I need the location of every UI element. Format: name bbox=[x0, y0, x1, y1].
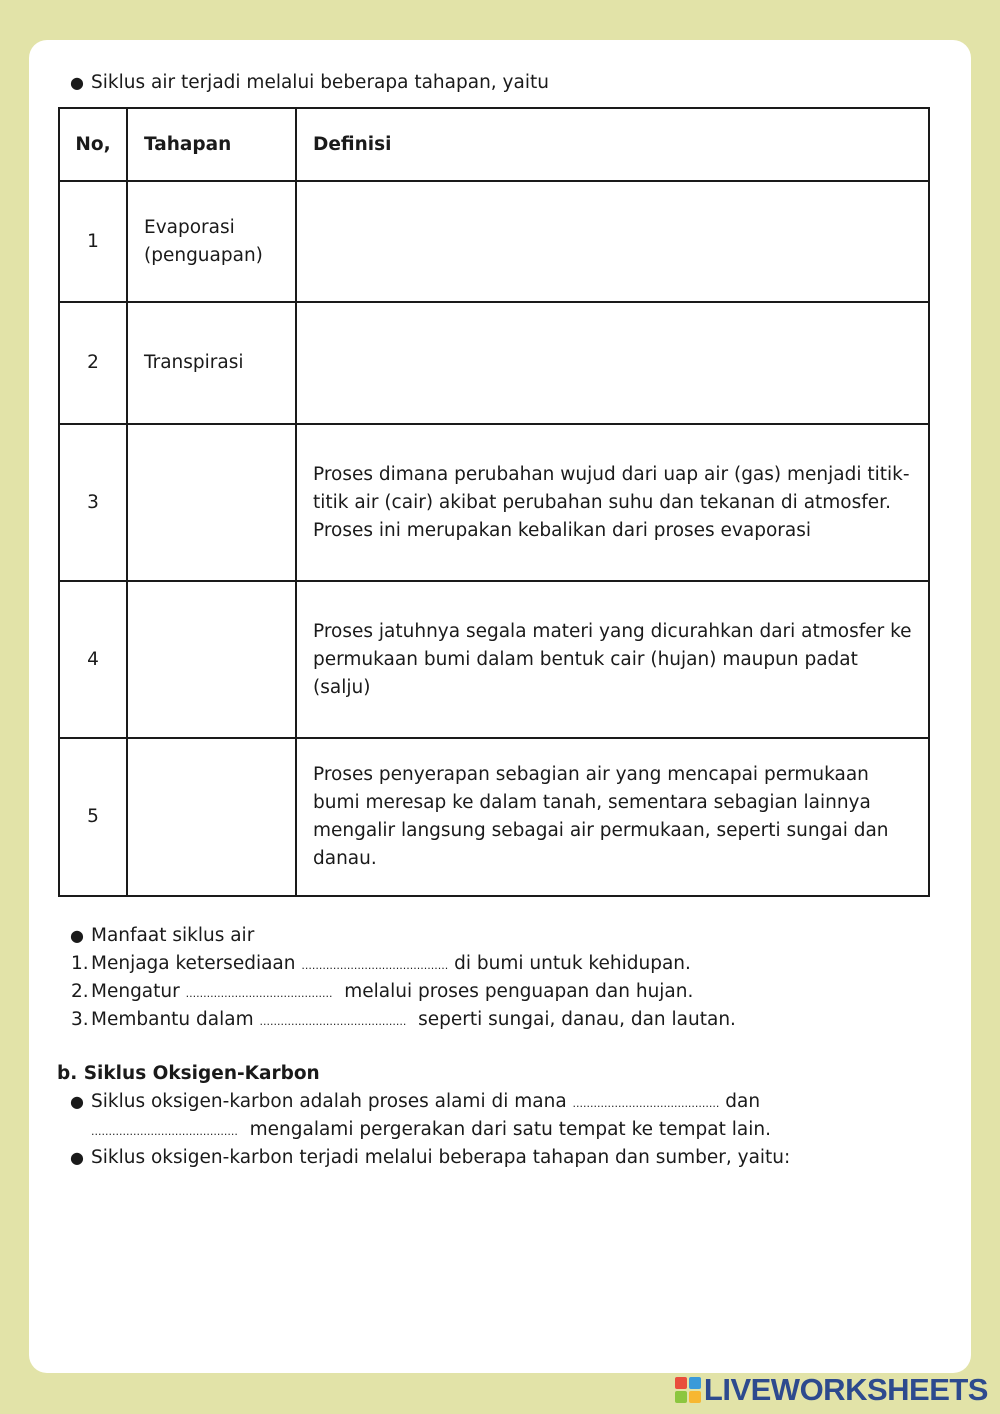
fill-blank[interactable]: .......................................... bbox=[572, 1097, 720, 1110]
bullet-icon: ● bbox=[70, 73, 84, 92]
definition-cell: Proses jatuhnya segala materi yang dicurahkan dari atmosfer ke permukaan bumi dalam bentuk cair (hujan) maupun padat (salju) bbox=[296, 581, 929, 738]
table-row bbox=[59, 424, 929, 581]
table-row bbox=[59, 302, 929, 424]
logo-grid-icon bbox=[675, 1377, 701, 1403]
row-number: 1 bbox=[59, 181, 127, 302]
table-row bbox=[59, 581, 929, 738]
row-number: 5 bbox=[59, 738, 127, 896]
stage-cell: Evaporasi (penguapan) bbox=[127, 181, 296, 302]
stage-cell[interactable] bbox=[127, 738, 296, 896]
benefit-item: 3. Membantu dalam .......................................... seperti sungai, danau, dan lautan. bbox=[71, 1009, 736, 1030]
table-row bbox=[59, 181, 929, 302]
section-heading: b. Siklus Oksigen-Karbon bbox=[57, 1063, 320, 1084]
bullet-icon: ● bbox=[70, 1148, 84, 1167]
oxygen-carbon-stages: ● Siklus oksigen-karbon terjadi melalui beberapa tahapan dan sumber, yaitu: bbox=[91, 1144, 790, 1172]
bullet-icon: ● bbox=[70, 926, 84, 945]
header-definition: Definisi bbox=[296, 108, 929, 181]
definition-cell[interactable] bbox=[296, 302, 929, 424]
fill-blank[interactable]: .......................................... bbox=[259, 1015, 407, 1028]
row-number: 4 bbox=[59, 581, 127, 738]
definition-cell: Proses penyerapan sebagian air yang mencapai permukaan bumi meresap ke dalam tanah, sementara sebagian lainnya mengalir langsung sebagai air permukaan, seperti sungai dan danau. bbox=[296, 738, 929, 896]
benefits-title: ● Manfaat siklus air bbox=[91, 922, 254, 950]
water-cycle-table bbox=[58, 107, 930, 897]
water-cycle-intro: ● Siklus air terjadi melalui beberapa tahapan, yaitu bbox=[91, 69, 549, 97]
table-row bbox=[59, 738, 929, 896]
fill-blank[interactable]: .......................................... bbox=[301, 959, 449, 972]
definition-cell: Proses dimana perubahan wujud dari uap air (gas) menjadi titik-titik air (cair) akibat perubahan suhu dan tekanan di atmosfer. Proses ini merupakan kebalikan dari proses evaporasi bbox=[296, 424, 929, 581]
stage-cell: Transpirasi bbox=[127, 302, 296, 424]
fill-blank[interactable]: .......................................... bbox=[185, 987, 333, 1000]
logo-text: LIVEWORKSHEETS bbox=[703, 1372, 988, 1407]
benefit-item: 2. Mengatur .......................................... melalui proses penguapan dan hujan. bbox=[71, 981, 694, 1002]
oxygen-carbon-definition-cont: .......................................... mengalami pergerakan dari satu tempat ke tempat lain. bbox=[91, 1119, 771, 1140]
oxygen-carbon-definition: ● Siklus oksigen-karbon adalah proses alami di mana .......................................... dan bbox=[91, 1088, 760, 1118]
row-number: 3 bbox=[59, 424, 127, 581]
benefit-item: 1. Menjaga ketersediaan .......................................... di bumi untuk kehidupan. bbox=[71, 953, 691, 974]
fill-blank[interactable]: .......................................... bbox=[91, 1125, 238, 1138]
header-stage: Tahapan bbox=[127, 108, 296, 181]
header-no: No, bbox=[59, 108, 127, 181]
definition-cell[interactable] bbox=[296, 181, 929, 302]
bullet-icon: ● bbox=[70, 1092, 84, 1111]
row-number: 2 bbox=[59, 302, 127, 424]
table-header-row bbox=[59, 108, 929, 181]
stage-cell[interactable] bbox=[127, 581, 296, 738]
liveworksheets-logo bbox=[675, 1372, 988, 1408]
stage-cell[interactable] bbox=[127, 424, 296, 581]
